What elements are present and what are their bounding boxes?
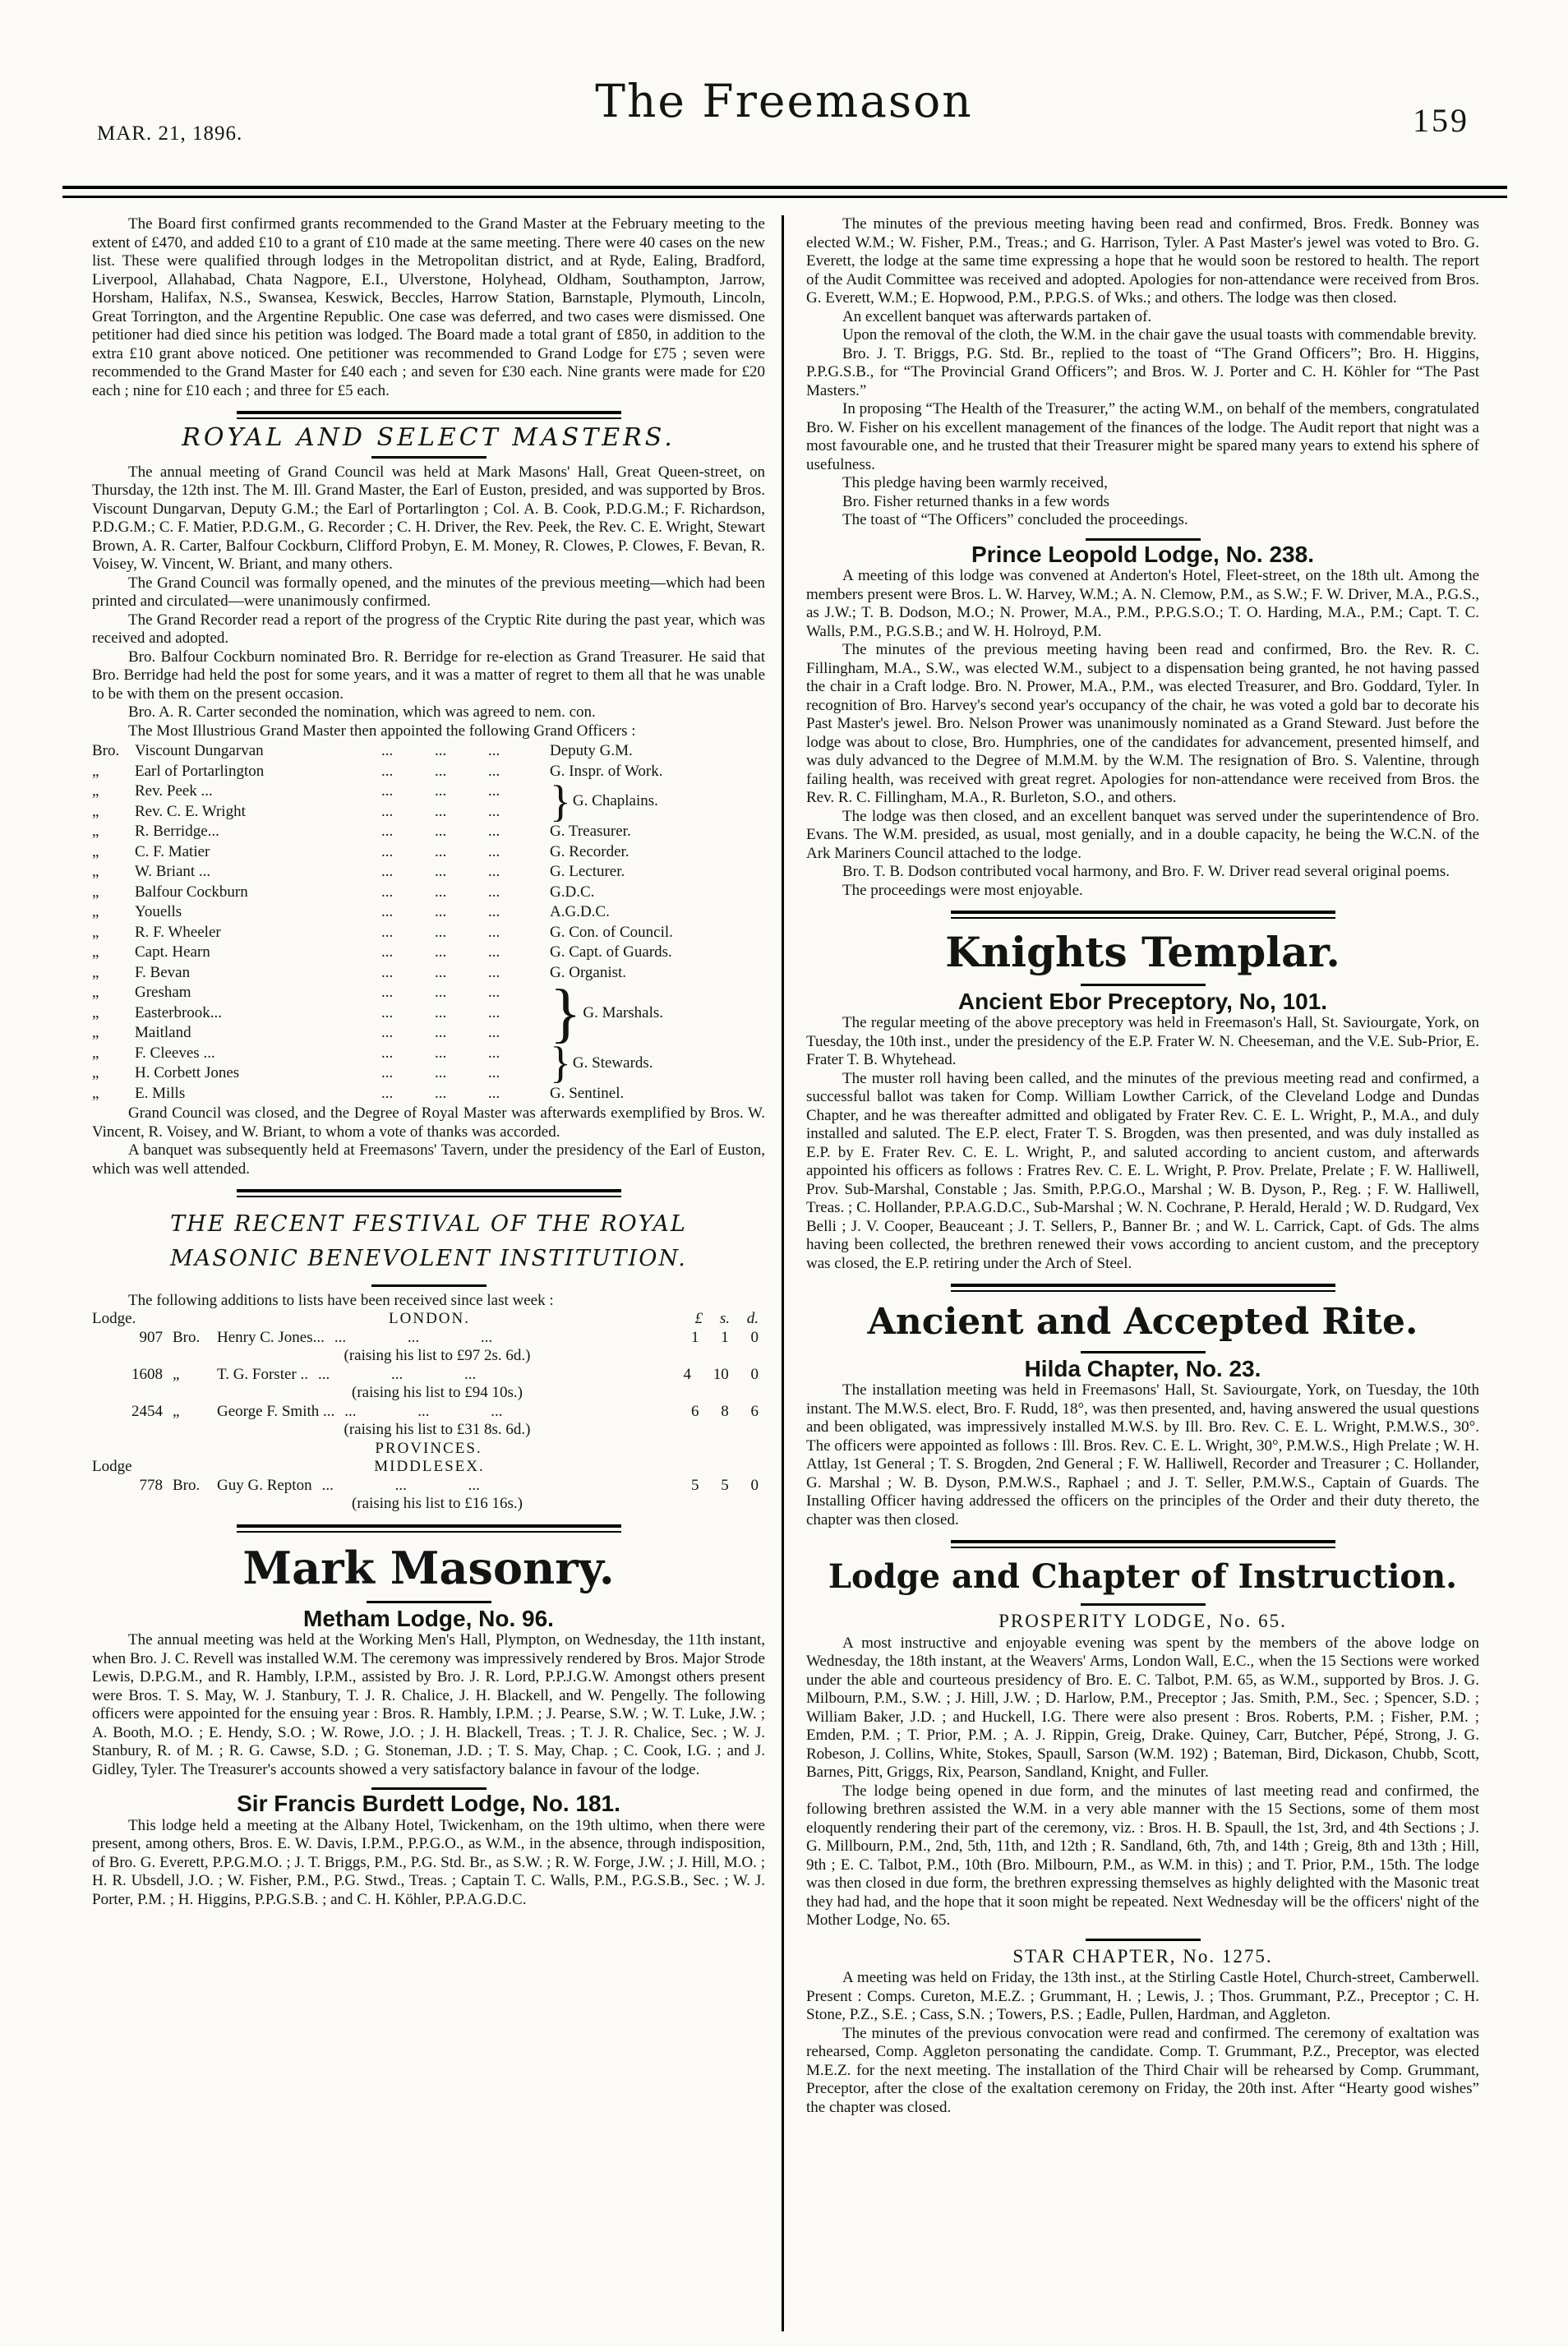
dot-leader: ... ... ... (381, 823, 500, 840)
paragraph: The lodge being opened in due form, and the minutes of last meeting read and confirmed, the following brethren assisted the W.M. in a very able manner with the 15 Sections, some of them most eloquently rendering their part of the ceremony, viz. : Bros. H. B. Spaull, the 1st, 3rd, and 4th Sections ; J. G. Millbourn, P.M., 2nd, 5th, 11th, and 12th ; R. Sandland, 6th, 7th, and 14th ; Greig, 8th and 13th ; Hill, 9th ; E. C. Talbot, P.M., 10th (Bro. Milbourn, P.M., as W.M. in this) ; and T. Prior, P.M., 15th. The lodge was then closed in due form, the brethren expressing themselves as highly delighted with the Masonic treat they had had, and the hope that it soon might be repeated. Next Wednesday will be the officers' night of the Mother Lodge, No. 65. (806, 1782, 1479, 1930)
officer-prefix: „ (92, 923, 99, 941)
donation-amount: 4 10 0 (683, 1365, 759, 1383)
section-divider (951, 911, 1335, 919)
paragraph: This lodge held a meeting at the Albany Hotel, Twickenham, on the 19th ultimo, when there were present, among others, Bros. E. W. Davis, I.P.M., P.P.G.O., as W.M., in the absence, through indisposition, of Bro. G. Everett, P.P.G.M.O. ; J. T. Briggs, P.M., P.G. Std. Br., as S.W. ; R. W. Forge, J.W. ; J. Hill, M.O. ; H. R. Ubsdell, J.O. ; W. Fisher, P.M., P.G. Stwd., Treas. ; Captain T. C. Walls, P.M., P.G.S.B., Sec. ; W. J. Porter, P.M. ; H. Higgins, P.P.G.S.B. ; and C. H. Köhler, P.P.A.G.D.C. (92, 1816, 765, 1908)
officer-name: Balfour Cockburn (135, 883, 248, 901)
article-rule (1086, 538, 1201, 541)
dot-leader: ... ... ... (334, 1328, 493, 1346)
officer-office: G. Marshals. (583, 1003, 664, 1021)
officer-row (92, 822, 765, 842)
dot-leader: ... ... ... (381, 1003, 500, 1021)
dot-leader: ... ... ... (381, 863, 500, 880)
officer-prefix: „ (92, 883, 99, 901)
heading-royal-and-select-masters: ROYAL AND SELECT MASTERS. (182, 423, 676, 452)
donation-note: (raising his list to £16 16s.) (352, 1495, 523, 1513)
heading-ancient-ebor-preceptory: Ancient Ebor Preceptory, No, 101. (957, 988, 1328, 1014)
dot-leader: ... ... ... (318, 1365, 477, 1383)
lodge-number: 778 (139, 1476, 163, 1494)
heading-festival-line1: THE RECENT FESTIVAL OF THE ROYAL (170, 1211, 687, 1237)
officer-name: Rev. C. E. Wright (135, 802, 246, 820)
officer-name: R. Berridge... (135, 823, 219, 840)
officer-office: G. Lecturer. (550, 863, 625, 880)
officer-name: W. Briant ... (135, 863, 211, 880)
paragraph: A most instructive and enjoyable evening was spent by the members of the above lodge on Wednesday, the 18th instant, at the Weavers' Arms, London Wall, E.C., when the 15 Sections were worked under the able and courteous presidency of Bro. E. C. Talbot, P.M. 65, as W.M., supported by Bros. J. G. Milbourn, P.M., S.W. ; J. Hill, J.W. ; D. Harlow, P.M., Preceptor ; Jas. Smith, P.M., Sec. ; Spencer, S.D. ; William Baker, J.D. ; and Huckell, I.G. There were also present : Bros. Roberts, P.M. ; Fisher, P.M. ; Emden, P.M. ; T. Prior, P.M. ; A. J. Rippin, Greig, Drake. Quiney, Carr, Butcher, Pépé, Strong, J. G. Robeson, J. Collins, White, Stokes, Spaull, Sarson (W.M. 192) ; Bateman, Bird, Dickason, Chubb, Scott, Barnes, Pitt, Griggs, Rix, Pearson, Sandland, Knight, and Fuller. (806, 1634, 1479, 1782)
officer-prefix: „ (92, 842, 99, 860)
heading-festival (92, 1207, 765, 1276)
grand-officers-list (92, 741, 765, 1104)
heading-lodge-and-chapter-of-instruction: Lodge and Chapter of Instruction. (828, 1557, 1458, 1597)
group-brace: } (550, 976, 582, 1049)
paragraph: Bro. Fisher returned thanks in a few words (842, 492, 1110, 510)
paragraph: The annual meeting of Grand Council was held at Mark Masons' Hall, Great Queen-street, on Thursday, the 12th inst. The M. Ill. Grand Master, the Earl of Euston, presided, and was supported by Bros. Viscount Dungarvan, Deputy G.M.; the Earl of Portarlington ; Col. A. B. Cook, P.D.G.M.; F. Richardson, P.D.G.M.; C. F. Matier, P.D.G.M., G. Recorder ; C. H. Driver, the Rev. Peek, the Rev. C. E. Wright, Stewart Brown, A. R. Carter, Balfour Cockburn, Clifford Probyn, E. M. Money, R. Clowes, P. Clowes, F. Bevan, R. Voisey, W. Vincent, W. Briant, and many others. (92, 463, 765, 573)
dot-leader: ... ... ... (381, 903, 500, 920)
donation-header (92, 1310, 765, 1329)
donation-row (92, 1477, 765, 1496)
paragraph: A banquet was subsequently held at Freemasons' Tavern, under the presidency of the Earl of Euston, which was well attended. (92, 1141, 765, 1178)
paragraph: The minutes of the previous meeting having been read and confirmed, Bros. Fredk. Bonney was elected W.M.; W. Fisher, P.M., Treas.; and G. Harrison, Tyler. A Past Master's jewel was voted to Bro. G. Everett, the lodge at the same time expressing a hope that he would soon be restored to health. The report of the Audit Committee was received and adopted. Apologies for non-attendance were received from Bros. G. Everett, W.M.; E. Hopwood, P.M., P.P.G.S. of Wks.; and others. The lodge was then closed. (806, 215, 1479, 307)
donation-note: (raising his list to £31 8s. 6d.) (344, 1421, 531, 1439)
heading-rule (367, 1601, 491, 1603)
paragraph: Grand Council was closed, and the Degree of Royal Master was afterwards exemplified by Bros. W. Vincent, R. Voisey, and W. Briant, to whom a vote of thanks was accorded. (92, 1104, 765, 1141)
paragraph: The muster roll having been called, and the minutes of the previous meeting read and confirmed, a successful ballot was taken for Comp. William Lowther Carrick, of the Cleveland Lodge and Dundas Chapter, and he was thereafter admitted and obligated by Frater Rev. C. E. L. Wright, P., M.A., and duly installed and saluted. The E.P. elect, Frater T. S. Brogden, was then presented, and was duly installed as E.P. by E. Frater Rev. C. E. L. Wright, P., and saluted according to ancient custom, and afterwards appointed his officers as follows : Fratres Rev. C. E. L. Wright, P. Prov. Prelate, Prelate ; F. W. Halliwell, Prov. Sub-Marshal, Constable ; Jas. Smith, P.P.G.O., Marshal ; W. B. Dyson, P., Reg. ; F. W. Halliwell, Treas. ; C. Hollander, P.P.A.G.D.C., Sub-Marshal ; W. N. Cochrane, P. Herald, Herald ; W. D. Rudgard, Vex Belli ; J. V. Cooper, Beauceant ; J. T. Sellers, P., Banner Br. ; and W. L. Carrick, Capt. of Gds. The alms having been collected, the brethren renewed their vows according to ancient custom, and the preceptory was closed, the E.P. retiring under the Arch of Steel. (806, 1069, 1479, 1272)
officer-row (92, 963, 765, 984)
paragraph: The following additions to lists have been received since last week : (128, 1291, 554, 1309)
officer-prefix: „ (92, 782, 99, 800)
paragraph: Upon the removal of the cloth, the W.M. in the chair gave the usual toasts with commendable brevity. (842, 326, 1477, 344)
officer-name: Youells (135, 903, 182, 920)
heading-festival-line2: MASONIC BENEVOLENT INSTITUTION. (170, 1245, 687, 1271)
paragraph: The lodge was then closed, and an excellent banquet was served under the superintendence of Bro. Evans. The W.M. presided, as usual, most genially, and in a double capacity, he being the W.C.N. of the Ark Mariners Council attached to the lodge. (806, 807, 1479, 862)
officer-row (92, 842, 765, 863)
dot-leader: ... ... ... (321, 1476, 480, 1494)
lodge-number: 2454 (131, 1402, 163, 1420)
officer-name: Capt. Hearn (135, 943, 210, 961)
donation-list (92, 1310, 765, 1514)
paragraph: An excellent banquet was afterwards partaken of. (842, 307, 1152, 325)
officer-name: Earl of Portarlington (135, 762, 265, 780)
donation-amount: 1 1 0 (691, 1328, 759, 1346)
donor-prefix: Bro. (173, 1328, 201, 1346)
heading-knights-templar: Knights Templar. (945, 928, 1340, 976)
paragraph: The proceedings were most enjoyable. (842, 881, 1083, 899)
officer-office-group (550, 976, 765, 1049)
issue-date: MAR. 21, 1896. (97, 122, 243, 145)
donor-name: Henry C. Jones... (217, 1328, 325, 1346)
donation-amount: 6 8 6 (691, 1402, 759, 1420)
paragraph: The installation meeting was held in Freemasons' Hall, St. Saviourgate, York, on Tuesday, the 10th instant. The M.W.S. elect, Bro. F. Rudd, 18°, was then presented, and, having answered the usual questions and been obligated, was impressively installed M.W.S. by Ill. Bro. Rev. C. E. L. Wright, P.M.W.S., 30°. The officers were appointed as follows : Ill. Bros. Rev. C. E. L. Wright, 30°, P.M.W.S., High Prelate ; W. H. Attlay, 1st General ; T. S. Brogden, 2nd General ; F. W. Halliwell, Recorder and Treasurer ; C. Hollander, G. Marshal ; W. B. Dyson, P.M.W.S., Raphael ; and J. T. Seller, P.M.W.S., Captain of Guards. The Installing Officer having addressed the officers on the principles of the Order and their duty thereto, the chapter was then closed. (806, 1381, 1479, 1529)
paragraph: The Grand Recorder read a report of the progress of the Cryptic Rite during the past year, which was received and adopted. (92, 611, 765, 647)
dot-leader: ... ... ... (381, 883, 500, 901)
officer-prefix: „ (92, 963, 99, 981)
heading-star-chapter: STAR CHAPTER, No. 1275. (1012, 1945, 1273, 1967)
officer-office: G. Organist. (550, 963, 627, 981)
heading-metham-lodge: Metham Lodge, No. 96. (303, 1605, 554, 1631)
heading-rule (1081, 984, 1206, 986)
officer-prefix: „ (92, 903, 99, 920)
officer-row (92, 782, 765, 802)
masthead-title: The Freemason (595, 75, 973, 127)
heading-prosperity-lodge: PROSPERITY LODGE, No. 65. (998, 1611, 1287, 1632)
dot-leader: ... ... ... (381, 1064, 500, 1081)
paragraph: The minutes of the previous meeting having been read and confirmed, Bro. the Rev. R. C. Fillingham, M.A., S.W., was elected W.M., subject to a dispensation being granted, he not having passed the chair in a Craft lodge. Bro. N. Prower, M.A., P.M., was elected Treasurer, and Bro. Goddard, Tyler. In recognition of Bro. Harvey's second year's occupancy of the chair, he was voted a gold bar to decorate his Past Master's jewel. Bro. Nelson Prower was unanimously nominated as a Grand Steward. Just before the lodge was about to close, Bro. Humphries, one of the candidates for advancement, presented himself, and was duly advanced to the Degree of M.M.M. by the W.M. The resignation of Bro. S. Valentine, through failing health, was received with great regret. Apologies for non-attendance were received from Bros. the Rev. R. C. Fillingham, M.A., R. Burleton, S.O., and others. (806, 641, 1479, 806)
donor-prefix: „ (173, 1365, 180, 1383)
officer-name: E. Mills (135, 1084, 186, 1102)
region-provinces: PROVINCES. (375, 1439, 482, 1457)
officer-name: H. Corbett Jones (135, 1064, 240, 1081)
officer-office: G. Capt. of Guards. (550, 943, 672, 961)
dot-leader: ... ... ... (381, 742, 500, 759)
header-double-rule (62, 186, 1507, 198)
officer-prefix: Bro. (92, 742, 120, 759)
donor-name: Guy G. Repton (217, 1476, 312, 1494)
officer-row (92, 1044, 765, 1064)
officer-name: Maitland (135, 1024, 191, 1041)
donation-row (92, 1403, 765, 1422)
page-columns (92, 215, 1479, 2117)
paragraph: A meeting was held on Friday, the 13th inst., at the Stirling Castle Hotel, Church-street, Camberwell. Present : Comps. Cureton, M.E.Z. ; Grummant, H. ; Lewis, J. ; Thos. Grummant, P.Z., Preceptor ; C. H. Stone, P.Z., S.E. ; Cass, S.N. ; Towers, P.S. ; Eadle, Pullen, Hardman, and Aggleton. (806, 1969, 1479, 2024)
officer-prefix: „ (92, 1064, 99, 1081)
dot-leader: ... ... ... (381, 984, 500, 1001)
heading-rule (1081, 1603, 1206, 1606)
dot-leader: ... ... ... (381, 1044, 500, 1062)
officer-prefix: „ (92, 1044, 99, 1062)
section-divider (237, 1189, 621, 1197)
group-brace: } (550, 1038, 571, 1088)
paragraph: In proposing “The Health of the Treasurer,” the acting W.M., on behalf of the members, congratulated Bro. W. Fisher on his excellent management of the finances of the lodge. The Audit report that night was a most favourable one, and he trusted that their Treasurer might be spared many years to extend his sphere of usefulness. (806, 400, 1479, 473)
paragraph: The Grand Council was formally opened, and the minutes of the previous meeting—which had been printed and circulated—were unanimously confirmed. (92, 574, 765, 610)
officer-office: G.D.C. (550, 883, 595, 901)
officer-name: Easterbrook... (135, 1003, 223, 1021)
paragraph: A meeting of this lodge was convened at Anderton's Hotel, Fleet-street, on the 18th ult. Among the members present were Bros. L. W. Harvey, W.M.; A. N. Clemow, P.M., as S.W.; F. W. Driver, M.A., P.G.S., as J.W.; T. B. Dodson, M.O.; N. Prower, M.A., P.M., P.P.G.S.O.; T. O. Harding, M.A., P.M.; Capt. T. C. Walls, P.M., P.G.S.B.; and W. H. Holroyd, P.M. (806, 567, 1479, 640)
column-lodge: Lodge (92, 1458, 132, 1476)
heading-prince-leopold-lodge: Prince Leopold Lodge, No. 238. (971, 541, 1314, 567)
donation-row (92, 1329, 765, 1348)
officer-office: G. Chaplains. (572, 792, 658, 810)
officer-row (92, 923, 765, 943)
officer-row (92, 741, 765, 762)
heading-rule (371, 1284, 487, 1287)
officer-row (92, 983, 765, 1003)
heading-rule (1081, 1351, 1206, 1353)
paragraph: The toast of “The Officers” concluded the proceedings. (842, 511, 1188, 528)
dot-leader: ... ... ... (381, 923, 500, 941)
dot-leader: ... ... ... (381, 762, 500, 780)
donor-prefix: Bro. (173, 1476, 201, 1494)
donation-row (92, 1366, 765, 1385)
heading-rule (371, 456, 487, 459)
officer-office: G. Stewards. (572, 1054, 653, 1072)
officer-prefix: „ (92, 984, 99, 1001)
article-rule (371, 1787, 487, 1790)
officer-office: Deputy G.M. (550, 742, 633, 759)
lodge-number: 1608 (131, 1365, 163, 1383)
officer-row (92, 862, 765, 883)
column-lodge: Lodge. (92, 1310, 136, 1328)
officer-row (92, 883, 765, 903)
region-middlesex: MIDDLESEX. (374, 1458, 485, 1476)
paragraph: The minutes of the previous convocation were read and confirmed. The ceremony of exaltation was rehearsed, Comp. Aggleton personating the candidate. Comp. T. Grummant, P.Z., Preceptor, was elected M.E.Z. for the next meeting. The installation of the Third Chair will be rehearsed by Comp. Grummant, Preceptor, after the close of the exaltation ceremony on Friday, the 20th inst. After “Hearty good wishes” the chapter was closed. (806, 2024, 1479, 2116)
heading-hilda-chapter: Hilda Chapter, No. 23. (1024, 1355, 1261, 1381)
region-london: LONDON. (389, 1310, 470, 1328)
donation-amount: 5 5 0 (691, 1476, 759, 1494)
officer-prefix: „ (92, 762, 99, 780)
paragraph: This pledge having been warmly received, (842, 474, 1108, 491)
donation-header (92, 1458, 765, 1477)
donation-note: (raising his list to £97 2s. 6d.) (344, 1347, 531, 1365)
paragraph: Bro. T. B. Dodson contributed vocal harmony, and Bro. F. W. Driver read several original poems. (842, 863, 1450, 880)
left-column (92, 215, 765, 2117)
officer-name: Viscount Dungarvan (135, 742, 264, 759)
officer-name: Gresham (135, 984, 191, 1001)
section-divider (951, 1540, 1335, 1548)
officer-row (92, 762, 765, 782)
officer-prefix: „ (92, 1024, 99, 1041)
dot-leader: ... ... ... (381, 782, 500, 800)
officer-prefix: „ (92, 1003, 99, 1021)
officer-prefix: „ (92, 1084, 99, 1102)
officer-row (92, 1084, 765, 1104)
donor-prefix: „ (173, 1402, 180, 1420)
officer-office: G. Con. of Council. (550, 923, 673, 941)
officer-row (92, 902, 765, 923)
donor-name: George F. Smith ... (217, 1402, 335, 1420)
heading-sir-francis-burdett-lodge: Sir Francis Burdett Lodge, No. 181. (237, 1791, 620, 1817)
paragraph: The regular meeting of the above preceptory was held in Freemason's Hall, St. Saviourgate, York, on Tuesday, the 10th inst., under the presidency of the E.P. Frater W. N. Cheeseman, and the V.E. Sub-Prior, E. Frater T. B. Whytehead. (806, 1014, 1479, 1068)
dot-leader: ... ... ... (381, 1084, 500, 1102)
lodge-number: 907 (139, 1328, 163, 1346)
dot-leader: ... ... ... (381, 1024, 500, 1041)
officer-name: F. Cleeves ... (135, 1044, 215, 1062)
officer-name: F. Bevan (135, 963, 191, 981)
section-divider (237, 411, 621, 419)
officer-office-group (550, 1038, 765, 1088)
right-column (806, 215, 1479, 2117)
officer-name: Rev. Peek ... (135, 782, 213, 800)
page-number: 159 (1413, 102, 1469, 139)
officer-office: G. Inspr. of Work. (550, 762, 663, 780)
dot-leader: ... ... ... (381, 842, 500, 860)
paragraph: Bro. J. T. Briggs, P.G. Std. Br., replied to the toast of “The Grand Officers”; Bro. H. Higgins, P.P.G.S.B., for “The Provincial Grand Officers”; and Bros. W. J. Porter and C. H. Köhler for “The Past Masters.” (806, 344, 1479, 399)
paragraph: Bro. Balfour Cockburn nominated Bro. R. Berridge for re-election as Grand Treasurer. He said that Bro. Berridge had held the post for some years, and it was a matter of regret to them all that he was unable to be with them on the present occasion. (92, 648, 765, 703)
section-divider (237, 1524, 621, 1533)
dot-leader: ... ... ... (381, 802, 500, 820)
officer-prefix: „ (92, 863, 99, 880)
officer-office: A.G.D.C. (550, 903, 610, 920)
paragraph: The Most Illustrious Grand Master then appointed the following Grand Officers : (128, 722, 636, 740)
donation-note: (raising his list to £94 10s.) (352, 1384, 523, 1402)
dot-leader: ... ... ... (381, 943, 500, 961)
officer-prefix: „ (92, 823, 99, 840)
dot-leader: ... ... ... (381, 963, 500, 981)
heading-mark-masonry: Mark Masonry. (242, 1541, 615, 1594)
officer-name: R. F. Wheeler (135, 923, 221, 941)
officer-office: G. Sentinel. (550, 1084, 625, 1102)
officer-office-group (550, 776, 765, 826)
paragraph: Bro. A. R. Carter seconded the nomination, which was agreed to nem. con. (128, 703, 596, 721)
officer-row (92, 943, 765, 963)
dot-leader: ... ... ... (344, 1402, 503, 1420)
column-currency: £ s. d. (694, 1310, 759, 1328)
officer-prefix: „ (92, 802, 99, 820)
group-brace: } (550, 776, 571, 826)
article-rule (1086, 1939, 1201, 1941)
officer-office: G. Recorder. (550, 842, 630, 860)
paragraph: The Board first confirmed grants recommended to the Grand Master at the February meeting to the extent of £470, and added £10 to a grant of £10 made at the same meeting. There were 40 cases on the new list. These were qualified through lodges in the Metropolitan district, and at Ryde, Ealing, Bradford, Liverpool, Allahabad, Chata Nagpore, E.I., Ulverstone, Holyhead, Oldham, Southampton, Jarrow, Horsham, Halifax, N.S., Swansea, Keswick, Beccles, Harrow Station, Barnstaple, Plymouth, Lincoln, Great Torrington, and the Argentine Republic. One case was deferred, and two cases were dismissed. One petitioner had died since his petition was lodged. The Board made a total grant of £850, in addition to the extra £10 grant above noticed. One petitioner was recommended to Grand Lodge for £75 ; seven were recommended to the Grand Master for £40 each ; and seven for £30 each. Nine grants were made for £20 each ; nine for £10 each ; and three for £5 each. (92, 215, 765, 399)
paragraph: The annual meeting was held at the Working Men's Hall, Plympton, on Wednesday, the 11th instant, when Bro. J. C. Revell was installed W.M. The ceremony was impressively rendered by Bros. Major Strode Lewis, D.P.G.M., and R. Hambly, I.P.M., assisted by Bro. J. R. Lord, P.P.J.G.W. Amongst others present were Bros. T. S. May, W. J. Stanbury, T. J. R. Chalice, J. H. Blackell, and W. Pengelly. The following officers were appointed for the ensuing year : Bros. R. Hambly, I.P.M. ; J. Pearse, S.W. ; W. T. Luke, J.W. ; A. Booth, M.O. ; E. Hendy, S.O. ; W. Rowe, J.O. ; J. H. Blackell, Treas. ; T. J. R. Chalice, Sec. ; W. J. Stanbury, R. of M. ; R. G. Cawse, S.D. ; G. Stoneman, J.D. ; T. S. May, Chap. ; C. Cook, I.G. ; and J. Gidley, Tyler. The Treasurer's accounts showed a very satisfactory balance in favour of the lodge. (92, 1631, 765, 1778)
heading-ancient-and-accepted-rite: Ancient and Accepted Rite. (867, 1301, 1418, 1343)
section-divider (951, 1284, 1335, 1292)
officer-name: C. F. Matier (135, 842, 210, 860)
officer-prefix: „ (92, 943, 99, 961)
officer-office: G. Treasurer. (550, 823, 631, 840)
donor-name: T. G. Forster .. (217, 1365, 308, 1383)
